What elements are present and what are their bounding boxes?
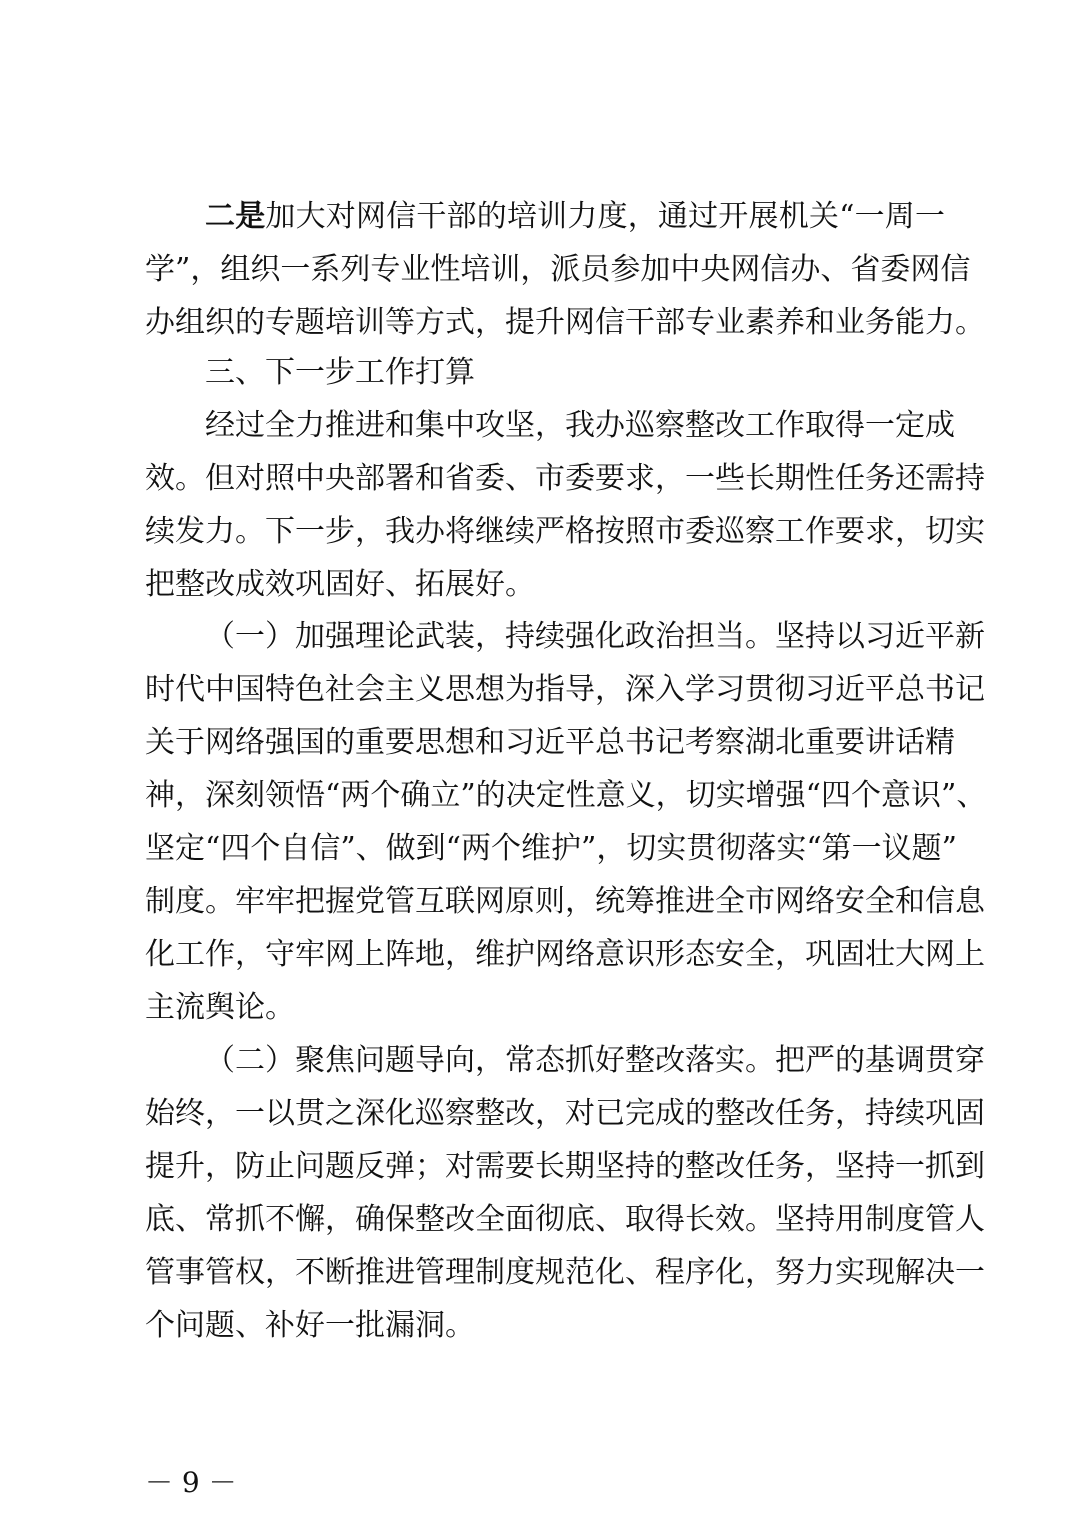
paragraph-line: 时代中国特色社会主义思想为指导，深入学习贯彻习近平总书记 — [145, 672, 985, 707]
paragraph-line: 管事管权，不断推进管理制度规范化、程序化，努力实现解决一 — [145, 1255, 985, 1290]
paragraph-line: 神，深刻领悟“两个确立”的决定性意义，切实增强“四个意识”、 — [145, 778, 987, 813]
paragraph-text: 坚持以习近平新 — [775, 619, 985, 654]
paragraph-line: 主流舆论。 — [145, 990, 295, 1025]
paragraph-line — [205, 1043, 985, 1079]
paragraph-line: 底、常抓不懈，确保整改全面彻底、取得长效。坚持用制度管人 — [145, 1202, 985, 1237]
paragraph-line: 经过全力推进和集中攻坚，我办巡察整改工作取得一定成 — [205, 408, 955, 443]
paragraph-line — [205, 619, 985, 655]
paragraph-line: 制度。牢牢把握党管互联网原则，统筹推进全市网络安全和信息 — [145, 884, 985, 919]
paragraph-line: 学”，组织一系列专业性培训，派员参加中央网信办、省委网信 — [145, 252, 971, 287]
section-heading: 三、下一步工作打算 — [205, 355, 475, 390]
paragraph-text: 把严的基调贯穿 — [775, 1043, 985, 1078]
paragraph-lead-label: （一）加强理论武装，持续强化政治担当。 — [205, 619, 775, 654]
paragraph-lead-label: 二是 — [205, 199, 266, 234]
paragraph-line: 个问题、补好一批漏洞。 — [145, 1308, 475, 1343]
paragraph-line: 效。但对照中央部署和省委、市委要求，一些长期性任务还需持 — [145, 461, 985, 496]
paragraph-line: 化工作，守牢网上阵地，维护网络意识形态安全，巩固壮大网上 — [145, 937, 985, 972]
paragraph-line: 把整改成效巩固好、拓展好。 — [145, 567, 535, 602]
paragraph-text: 加大对网信干部的培训力度，通过开展机关“一周一 — [265, 199, 945, 234]
paragraph-line: 始终，一以贯之深化巡察整改，对已完成的整改任务，持续巩固 — [145, 1096, 985, 1131]
paragraph-line: 办组织的专题培训等方式，提升网信干部专业素养和业务能力。 — [145, 305, 985, 340]
page-number: － 9 － — [145, 1466, 237, 1499]
paragraph-line: 关于网络强国的重要思想和习近平总书记考察湖北重要讲话精 — [145, 725, 955, 760]
paragraph-lead-label: （二）聚焦问题导向，常态抓好整改落实。 — [205, 1043, 775, 1078]
paragraph-line: 续发力。下一步，我办将继续严格按照市委巡察工作要求，切实 — [145, 514, 985, 549]
paragraph-line — [205, 199, 945, 235]
paragraph-line: 坚定“四个自信”、做到“两个维护”，切实贯彻落实“第一议题” — [145, 831, 958, 866]
paragraph-line: 提升，防止问题反弹；对需要长期坚持的整改任务，坚持一抓到 — [145, 1149, 985, 1184]
